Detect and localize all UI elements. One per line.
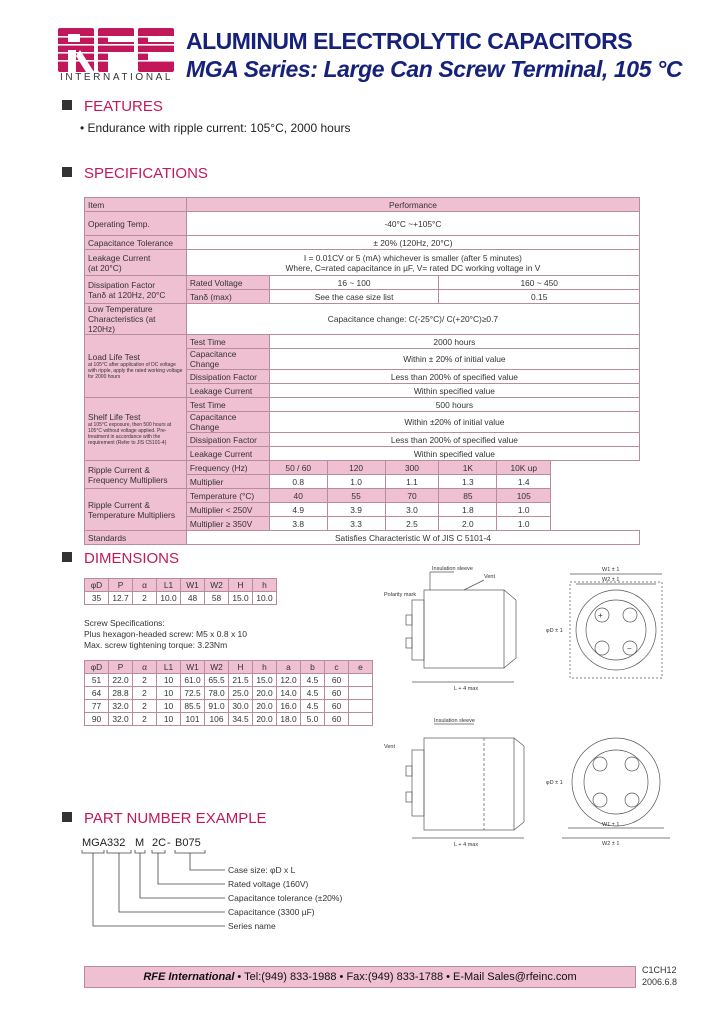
spec-value: 160 ~ 450 — [439, 276, 640, 290]
dim-cell — [349, 700, 373, 713]
spec-label: Low Temperature Characteristics (at 120Hz) — [85, 304, 187, 335]
dim-header-row — [85, 661, 373, 674]
bullet-square-icon — [62, 552, 72, 562]
dim-cell: 60 — [325, 713, 349, 726]
spec-value: 500 hours — [269, 398, 639, 412]
can-inner-circle — [586, 600, 646, 660]
can-top-side — [412, 600, 424, 660]
clamp-line — [514, 738, 524, 746]
can-inner-circle — [584, 750, 648, 814]
dim-header: φD — [85, 661, 109, 674]
desc-capacitance: Capacitance (3300 µF) — [228, 907, 315, 917]
clamp-line — [504, 658, 516, 668]
dim-cell: 10 — [157, 687, 181, 700]
dim-cell: 2 — [133, 592, 157, 605]
specifications-heading: SPECIFICATIONS — [62, 165, 208, 182]
dim-cell: 20.0 — [253, 687, 277, 700]
screw-spec-title: Screw Specifications: — [84, 618, 165, 628]
can-top-circle — [572, 738, 660, 826]
dim-cell: 34.5 — [229, 713, 253, 726]
can-body-side — [424, 738, 514, 830]
temp-multiplier: 2.5 — [385, 517, 439, 531]
dim-header: h — [253, 661, 277, 674]
dim-cell: 2 — [133, 674, 157, 687]
drawing-label: Insulation sleeve — [434, 718, 475, 724]
dimensions-table-small — [84, 578, 277, 605]
desc-series: Series name — [228, 921, 276, 931]
dim-cell: 14.0 — [277, 687, 301, 700]
dim-cell: 32.0 — [109, 713, 133, 726]
dim-header: e — [349, 661, 373, 674]
dim-header: α — [133, 661, 157, 674]
temp-value: 85 — [439, 489, 497, 503]
dim-cell: 28.8 — [109, 687, 133, 700]
empty-cell — [551, 461, 640, 475]
freq-value: 10K up — [497, 461, 551, 475]
dim-header: H — [229, 579, 253, 592]
dim-header: L1 — [157, 579, 181, 592]
dim-header: W1 — [181, 579, 205, 592]
leader-line — [464, 580, 484, 590]
dim-header: b — [301, 661, 325, 674]
dim-cell: 4.5 — [301, 674, 325, 687]
dim-header-row — [85, 579, 277, 592]
spec-sublabel: Multiplier ≥ 350V — [186, 517, 269, 531]
series-title: MGA Series: Large Can Screw Terminal, 105 °C — [186, 56, 683, 82]
drawing-label: φD ± 1 — [546, 780, 563, 786]
spec-row — [85, 531, 640, 545]
dimension-drawing-large — [384, 716, 684, 846]
drawing-label: W1 ± 1 — [602, 822, 620, 828]
dimension-drawing-small — [384, 560, 684, 695]
spec-label: Standards — [85, 531, 187, 545]
bracket-outline — [570, 582, 662, 678]
dim-cell: 85.5 — [181, 700, 205, 713]
temp-multiplier: 3.8 — [269, 517, 327, 531]
dim-cell: 48 — [181, 592, 205, 605]
spec-header-row — [85, 198, 640, 212]
spec-label: Leakage Current (at 20°C) — [85, 250, 187, 276]
leader-tol — [140, 853, 225, 898]
footer-bar — [84, 966, 636, 988]
spec-label: Ripple Current & Temperature Multipliers — [85, 489, 187, 531]
bracket-volt — [152, 850, 165, 853]
drawing-label: Insulation sleeve — [432, 566, 473, 572]
spec-value: Less than 200% of specified value — [269, 433, 639, 447]
dim-header: α — [133, 579, 157, 592]
temp-multiplier: 1.0 — [497, 503, 551, 517]
spec-sublabel: Test Time — [186, 398, 269, 412]
temp-value: 105 — [497, 489, 551, 503]
dim-cell: 64 — [85, 687, 109, 700]
dim-cell: 65.5 — [205, 674, 229, 687]
spec-value: Within specified value — [269, 447, 639, 461]
spec-sublabel: Leakage Current — [186, 447, 269, 461]
temp-value: 55 — [327, 489, 385, 503]
dim-cell: 32.0 — [109, 700, 133, 713]
spec-sublabel: Capacitance Change — [186, 349, 269, 370]
bracket-cap — [107, 850, 131, 853]
spec-value: Within specified value — [269, 384, 639, 398]
spec-value: 16 ~ 100 — [269, 276, 439, 290]
bullet-square-icon — [62, 100, 72, 110]
dim-header: H — [229, 661, 253, 674]
dim-header: φD — [85, 579, 109, 592]
dim-cell: 21.5 — [229, 674, 253, 687]
can-body-side — [424, 590, 504, 668]
freq-value: 50 / 60 — [269, 461, 327, 475]
dim-row — [85, 700, 373, 713]
spec-value: 2000 hours — [269, 335, 639, 349]
bracket-series — [82, 850, 104, 853]
code-voltage: 2C — [152, 837, 167, 849]
dim-cell: 77 — [85, 700, 109, 713]
dim-cell: 12.0 — [277, 674, 301, 687]
spec-col-item: Item — [85, 198, 187, 212]
desc-voltage: Rated voltage (160V) — [228, 879, 309, 889]
leader-cap — [119, 853, 225, 912]
dim-cell: 22.0 — [109, 674, 133, 687]
dim-header: L1 — [157, 661, 181, 674]
spec-value: -40°C ~+105°C — [186, 212, 639, 236]
clamp-line — [504, 590, 516, 600]
spec-sublabel: Frequency (Hz) — [186, 461, 269, 475]
dim-header: P — [109, 579, 133, 592]
logo-subtitle: INTERNATIONAL — [60, 72, 174, 83]
drawing-label: L + 4 max — [454, 842, 479, 846]
dim-cell: 4.5 — [301, 700, 325, 713]
spec-label: Dissipation Factor Tanδ at 120Hz, 20°C — [85, 276, 187, 304]
dim-cell: 106 — [205, 713, 229, 726]
terminal-screw — [406, 766, 412, 776]
dim-cell — [349, 674, 373, 687]
dim-cell: 18.0 — [277, 713, 301, 726]
terminal-circle — [593, 793, 607, 807]
spec-sublabel: Rated Voltage — [186, 276, 269, 290]
drawing-label: φD ± 1 — [546, 628, 563, 634]
spec-label: Capacitance Tolerance — [85, 236, 187, 250]
spec-row — [85, 398, 640, 412]
drawing-label: W2 ± 1 — [602, 577, 620, 583]
screw-spec-line: Plus hexagon-headed screw: M5 x 0.8 x 10 — [84, 629, 248, 639]
dim-cell: 30.0 — [229, 700, 253, 713]
dim-cell: 15.0 — [229, 592, 253, 605]
spec-value: See the case size list — [269, 290, 439, 304]
dim-cell: 4.5 — [301, 687, 325, 700]
temp-multiplier: 3.0 — [385, 503, 439, 517]
drawing-label: W2 ± 1 — [602, 841, 620, 846]
dim-row — [85, 592, 277, 605]
temp-multiplier: 2.0 — [439, 517, 497, 531]
empty-cell — [551, 503, 640, 517]
dim-cell: 78.0 — [205, 687, 229, 700]
spec-row — [85, 250, 640, 276]
terminal-circle — [595, 641, 609, 655]
dim-cell: 25.0 — [229, 687, 253, 700]
dim-cell: 60 — [325, 700, 349, 713]
terminal-screw — [406, 638, 412, 648]
dim-cell: 72.5 — [181, 687, 205, 700]
dim-cell: 10 — [157, 700, 181, 713]
dim-row — [85, 674, 373, 687]
temp-value: 40 — [269, 489, 327, 503]
terminal-circle — [593, 757, 607, 771]
dim-cell: 58 — [205, 592, 229, 605]
spec-row — [85, 304, 640, 335]
can-top-side — [412, 750, 424, 816]
terminal-circle — [623, 608, 637, 622]
dim-cell: 20.0 — [253, 713, 277, 726]
bracket-tol — [135, 850, 145, 853]
dim-cell: 60 — [325, 674, 349, 687]
spec-sublabel: Dissipation Factor — [186, 433, 269, 447]
dim-cell: 51 — [85, 674, 109, 687]
leader-case — [190, 853, 225, 870]
freq-multiplier: 0.8 — [269, 475, 327, 489]
drawing-label: L + 4 max — [454, 686, 479, 692]
dim-cell: 2 — [133, 700, 157, 713]
dim-header: a — [277, 661, 301, 674]
spec-value: Satisfies Characteristic W of JIS C 5101-4 — [186, 531, 639, 545]
spec-label: Shelf Life Test at 105°C exposure, then 500 hours at 105°C without voltage applied. Pre-treatment in accordance with the requirement (Refer to JIS C5101-4) — [85, 398, 187, 461]
spec-label: Load Life Test at 105°C after application of DC voltage with ripple, apply the rated working voltage for 2000 hours — [85, 335, 187, 398]
part-number-heading: PART NUMBER EXAMPLE — [62, 810, 267, 827]
spec-row — [85, 335, 640, 349]
dim-cell: 10 — [157, 674, 181, 687]
freq-multiplier: 1.3 — [439, 475, 497, 489]
freq-multiplier: 1.1 — [385, 475, 439, 489]
temp-multiplier: 4.9 — [269, 503, 327, 517]
spec-row — [85, 489, 640, 503]
leader-series — [93, 853, 225, 926]
dim-cell: 2 — [133, 687, 157, 700]
dim-cell: 10 — [157, 713, 181, 726]
dim-row — [85, 713, 373, 726]
code-series: MGA — [82, 837, 108, 849]
spec-sublabel: Leakage Current — [186, 384, 269, 398]
spec-value: Capacitance change: C(-25°C)/ C(+20°C)≥0.7 — [186, 304, 639, 335]
freq-value: 1K — [439, 461, 497, 475]
spec-label: Ripple Current & Frequency Multipliers — [85, 461, 187, 489]
doc-code: C1CH12 — [642, 965, 677, 975]
leader-volt — [158, 853, 225, 884]
spec-row — [85, 236, 640, 250]
terminal-screw — [406, 792, 412, 802]
dim-cell — [349, 687, 373, 700]
footer-contact: • Tel:(949) 833-1988 • Fax:(949) 833-1788 • E-Mail Sales@rfeinc.com — [234, 971, 577, 983]
temp-value: 70 — [385, 489, 439, 503]
dim-header: c — [325, 661, 349, 674]
freq-value: 300 — [385, 461, 439, 475]
dim-header: W2 — [205, 579, 229, 592]
spec-value: Less than 200% of specified value — [269, 370, 639, 384]
desc-tolerance: Capacitance tolerance (±20%) — [228, 893, 343, 903]
clamp-line — [514, 822, 524, 830]
document-title: ALUMINUM ELECTROLYTIC CAPACITORS — [186, 28, 633, 54]
drawing-label: Polarity mark — [384, 592, 417, 598]
part-number-diagram — [80, 834, 380, 934]
bullet-square-icon — [62, 167, 72, 177]
plus-mark: + — [598, 611, 603, 620]
spec-value: Within ± 20% of initial value — [269, 349, 639, 370]
drawing-label: Vent — [484, 574, 496, 580]
spec-value: ± 20% (120Hz, 20°C) — [186, 236, 639, 250]
dim-cell: 90 — [85, 713, 109, 726]
dim-cell: 101 — [181, 713, 205, 726]
spec-sublabel: Multiplier < 250V — [186, 503, 269, 517]
feature-item: • Endurance with ripple current: 105°C, 2000 hours — [80, 121, 351, 135]
dim-cell: 20.0 — [253, 700, 277, 713]
dim-header: h — [253, 579, 277, 592]
temp-multiplier: 1.0 — [497, 517, 551, 531]
dim-cell: 16.0 — [277, 700, 301, 713]
dim-header: W1 — [181, 661, 205, 674]
specifications-table — [84, 197, 640, 545]
terminal-circle — [625, 757, 639, 771]
code-dash: - — [167, 837, 171, 849]
dim-header: W2 — [205, 661, 229, 674]
bracket-case — [175, 850, 205, 853]
spec-row — [85, 276, 640, 290]
dim-cell: 10.0 — [253, 592, 277, 605]
empty-cell — [551, 489, 640, 503]
temp-multiplier: 3.3 — [327, 517, 385, 531]
spec-value: 0.15 — [439, 290, 640, 304]
spec-value: Within ±20% of initial value — [269, 412, 639, 433]
dim-cell: 35 — [85, 592, 109, 605]
spec-col-performance: Performance — [186, 198, 639, 212]
dim-cell: 10.0 — [157, 592, 181, 605]
spec-sublabel: Test Time — [186, 335, 269, 349]
spec-sublabel: Tanδ (max) — [186, 290, 269, 304]
dim-header: P — [109, 661, 133, 674]
dim-cell: 61.0 — [181, 674, 205, 687]
temp-multiplier: 1.8 — [439, 503, 497, 517]
spec-sublabel: Multiplier — [186, 475, 269, 489]
spec-row — [85, 212, 640, 236]
spec-label: Operating Temp. — [85, 212, 187, 236]
terminal-screw — [406, 615, 412, 625]
empty-cell — [551, 475, 640, 489]
minus-mark: − — [627, 644, 632, 653]
freq-multiplier: 1.0 — [327, 475, 385, 489]
spec-sublabel: Capacitance Change — [186, 412, 269, 433]
dim-cell: 60 — [325, 687, 349, 700]
doc-date: 2006.6.8 — [642, 977, 678, 987]
code-case: B075 — [175, 837, 201, 849]
dim-row — [85, 687, 373, 700]
spec-row — [85, 461, 640, 475]
dimensions-heading: DIMENSIONS — [62, 550, 179, 567]
spec-sublabel: Dissipation Factor — [186, 370, 269, 384]
bullet-square-icon — [62, 812, 72, 822]
dim-cell: 2 — [133, 713, 157, 726]
dim-cell: 91.0 — [205, 700, 229, 713]
footer-company: RFE International — [143, 971, 235, 983]
dim-cell — [349, 713, 373, 726]
code-tolerance: M — [135, 837, 145, 849]
code-capacitance: 332 — [107, 837, 126, 849]
freq-value: 120 — [327, 461, 385, 475]
spec-sublabel: Temperature (°C) — [186, 489, 269, 503]
drawing-label: Vent — [384, 744, 396, 750]
dim-cell: 15.0 — [253, 674, 277, 687]
dim-cell: 5.0 — [301, 713, 325, 726]
temp-multiplier: 3.9 — [327, 503, 385, 517]
spec-value: I = 0.01CV or 5 (mA) whichever is smaller (after 5 minutes) Where, C=rated capacitance in µF, V= rated DC working voltage in V — [186, 250, 639, 276]
dim-cell: 12.7 — [109, 592, 133, 605]
terminal-circle — [625, 793, 639, 807]
empty-cell — [551, 517, 640, 531]
screw-spec-line: Max. screw tightening torque: 3.23Nm — [84, 640, 228, 650]
freq-multiplier: 1.4 — [497, 475, 551, 489]
can-top-circle — [576, 590, 656, 670]
desc-case: Case size: φD x L — [228, 865, 296, 875]
features-heading: FEATURES — [62, 98, 163, 115]
drawing-label: W1 ± 1 — [602, 567, 620, 573]
dimensions-table-large — [84, 660, 373, 726]
